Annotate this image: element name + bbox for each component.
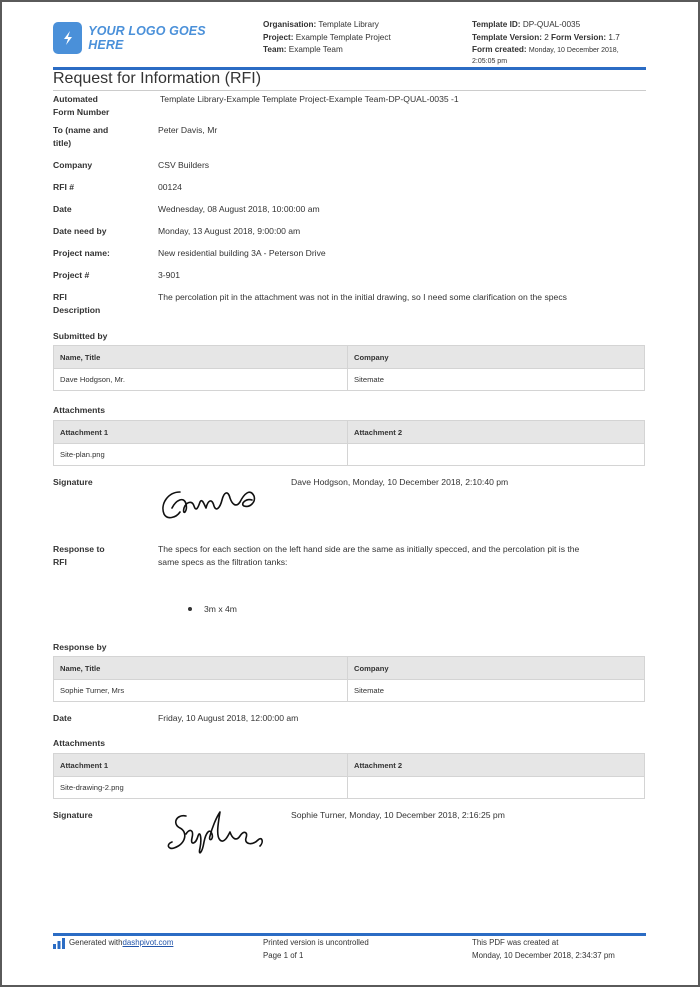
rfi-description-label: RFI Description	[53, 292, 101, 315]
attachments-2-col-1: Attachment 1	[54, 754, 348, 777]
footer-generated: Generated with dashpivot.com	[53, 937, 173, 950]
attachments-2-table	[53, 753, 645, 799]
date-needed-label: Date need by	[53, 226, 107, 236]
submitted-by-col-company: Company	[348, 346, 645, 369]
project-number-label: Project #	[53, 270, 90, 280]
company-label: Company	[53, 160, 93, 170]
rfi-description-value: The percolation pit in the attachment was not in the initial drawing, so I need some clarification on the specs	[158, 292, 567, 302]
attachments-2-heading: Attachments	[53, 738, 106, 748]
rfi-number-label: RFI #	[53, 182, 75, 192]
attachments-col-1: Attachment 1	[54, 421, 348, 444]
footer-created: This PDF was created at Monday, 10 December 2018, 2:34:37 pm	[472, 938, 615, 960]
response-date-value: Friday, 10 August 2018, 12:00:00 am	[158, 713, 299, 723]
bullet-icon	[188, 607, 192, 611]
dashpivot-link[interactable]: dashpivot.com	[122, 938, 174, 947]
project-name-value: New residential building 3A - Peterson Drive	[158, 248, 326, 258]
response-by-company: Sitemate	[348, 680, 645, 702]
header-org-block	[263, 19, 463, 57]
attachments-heading: Attachments	[53, 405, 106, 415]
attachment-2-link[interactable]: Site-drawing-2.png	[54, 777, 348, 799]
page-title: Request for Information (RFI)	[53, 70, 262, 87]
rfi-number-value: 00124	[158, 182, 182, 192]
signature-image	[158, 478, 268, 526]
table-row	[54, 444, 645, 466]
header-organisation: Organisation: Template Library	[263, 20, 379, 29]
bar-chart-icon	[53, 938, 65, 949]
attachment-empty	[348, 444, 645, 466]
response-by-table	[53, 656, 645, 702]
header-team: Team: Example Team	[263, 45, 343, 54]
table-row	[54, 369, 645, 391]
header-versions: Template Version: 2 Form Version: 1.7	[472, 32, 620, 42]
response-by-name: Sophie Turner, Mrs	[54, 680, 348, 702]
table-row	[54, 777, 645, 799]
header-template-block	[472, 19, 647, 66]
attachments-2-col-2: Attachment 2	[348, 754, 645, 777]
attachments-col-2: Attachment 2	[348, 421, 645, 444]
header-form-created: Form created: Monday, 10 December 2018,	[472, 45, 619, 54]
response-label: Response to RFI	[53, 544, 105, 567]
date-needed-value: Monday, 13 August 2018, 9:00:00 am	[158, 226, 301, 236]
submitted-by-company: Sitemate	[348, 369, 645, 391]
attachment-link[interactable]: Site-plan.png	[54, 444, 348, 466]
attachments-table	[53, 420, 645, 466]
signature-label: Signature	[53, 477, 93, 487]
auto-form-value: Template Library-Example Template Project-Example Team-DP-QUAL-0035 -1	[160, 94, 459, 104]
header-template-id: Template ID: DP-QUAL-0035	[472, 20, 581, 29]
table-row	[54, 680, 645, 702]
title-divider	[53, 90, 646, 91]
auto-form-label: Automated Form Number	[53, 94, 110, 117]
response-by-col-company: Company	[348, 657, 645, 680]
date-value: Wednesday, 08 August 2018, 10:00:00 am	[158, 204, 320, 214]
submitted-by-col-name: Name, Title	[54, 346, 348, 369]
signature-text: Dave Hodgson, Monday, 10 December 2018, 2:10:40 pm	[291, 477, 509, 487]
attachment-2-empty	[348, 777, 645, 799]
logo-text: YOUR LOGO GOES HERE	[88, 23, 206, 52]
submitted-by-heading: Submitted by	[53, 331, 108, 341]
date-label: Date	[53, 204, 72, 214]
footer-divider	[53, 933, 646, 936]
project-number-value: 3-901	[158, 270, 180, 280]
logo-mark-icon	[53, 22, 82, 54]
logo	[53, 21, 231, 54]
submitted-by-name: Dave Hodgson, Mr.	[54, 369, 348, 391]
to-value: Peter Davis, Mr	[158, 125, 218, 135]
header-form-created-time: 2:05:05 pm	[472, 57, 508, 65]
response-text: The specs for each section on the left hand side are the same as initially specced, and the percolation pit is the same specs as the filtration tanks:	[158, 544, 580, 567]
company-value: CSV Builders	[158, 160, 210, 170]
response-date-label: Date	[53, 713, 72, 723]
to-label: To (name and title)	[53, 125, 109, 148]
signature-2-text: Sophie Turner, Monday, 10 December 2018, 2:16:25 pm	[291, 810, 505, 820]
signature-2-label: Signature	[53, 810, 93, 820]
response-by-col-name: Name, Title	[54, 657, 348, 680]
response-bullet-item: 3m x 4m	[204, 604, 237, 614]
header-project: Project: Example Template Project	[263, 32, 391, 42]
project-name-label: Project name:	[53, 248, 110, 258]
footer-printed: Printed version is uncontrolled Page 1 of 1	[263, 938, 369, 960]
submitted-by-table	[53, 345, 645, 391]
signature-2-image	[160, 808, 275, 860]
response-by-heading: Response by	[53, 642, 107, 652]
